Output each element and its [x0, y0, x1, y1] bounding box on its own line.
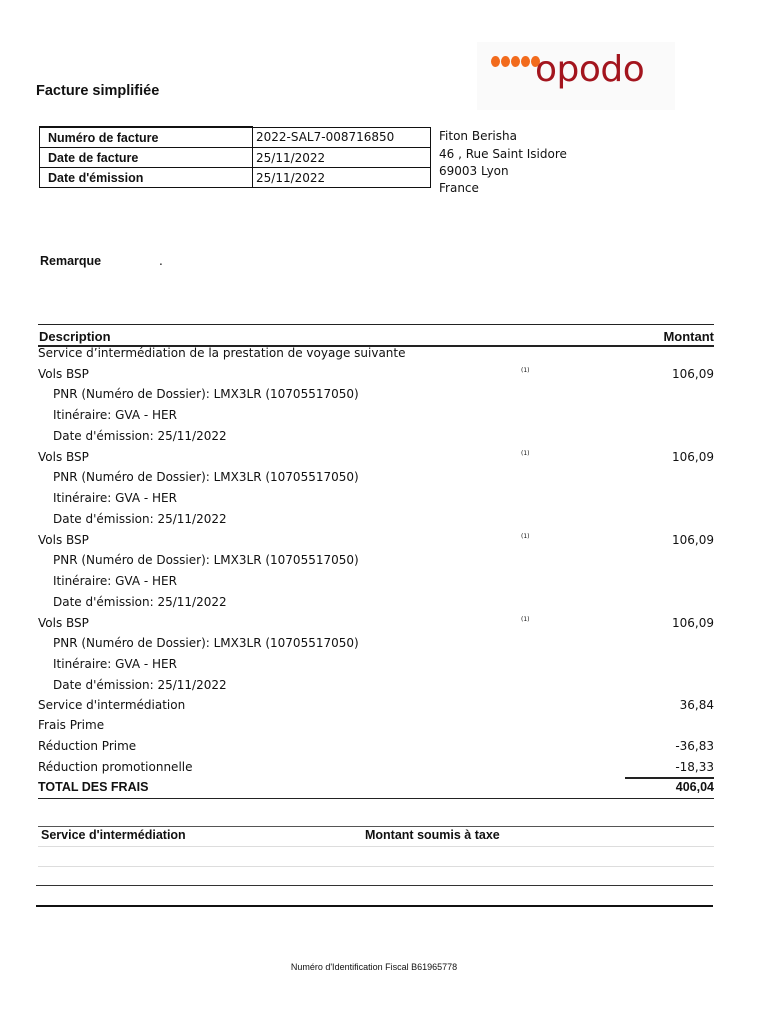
- subtotal-rule: [625, 777, 714, 779]
- flight-issue-date: Date d'émission: 25/11/2022: [53, 512, 227, 526]
- flight-pnr: PNR (Numéro de Dossier): LMX3LR (10705517050): [53, 553, 359, 567]
- tax-row-divider: [38, 866, 714, 867]
- info-row-issue-date: [40, 168, 431, 188]
- fee-amount: -36,83: [675, 739, 714, 753]
- flight-pnr: PNR (Numéro de Dossier): LMX3LR (10705517050): [53, 636, 359, 650]
- flight-label: Vols BSP: [38, 450, 89, 464]
- tax-table-divider: [36, 885, 713, 886]
- total-value: 406,04: [675, 780, 714, 794]
- flight-pnr: PNR (Numéro de Dossier): LMX3LR (10705517050): [53, 387, 359, 401]
- flight-amount: 106,09: [672, 367, 714, 381]
- opodo-logo: [477, 42, 675, 110]
- fee-amount: 36,84: [679, 698, 714, 712]
- info-row-invoice-date: [40, 148, 431, 168]
- address-street: 46 , Rue Saint Isidore: [439, 147, 567, 161]
- info-label: Date d'émission: [40, 168, 253, 188]
- address-city: 69003 Lyon: [439, 164, 509, 178]
- info-value: 25/11/2022: [253, 168, 431, 188]
- footnote-marker: (1): [521, 450, 530, 457]
- remark-value: .: [159, 254, 163, 268]
- tax-row-divider: [38, 846, 714, 847]
- tax-taxable-amount-header: Montant soumis à taxe: [365, 828, 500, 842]
- flight-amount: 106,09: [672, 450, 714, 464]
- info-row-invoice-number: [40, 127, 431, 148]
- logo-wordmark: opodo: [535, 49, 645, 90]
- info-label: Numéro de facture: [40, 127, 253, 148]
- table-top-divider: [38, 324, 714, 325]
- amount-header: Montant: [663, 329, 714, 344]
- logo-dots-icon: [491, 56, 540, 67]
- page-title: Facture simplifiée: [36, 83, 160, 99]
- flight-pnr: PNR (Numéro de Dossier): LMX3LR (10705517050): [53, 470, 359, 484]
- tax-service-header: Service d'intermédiation: [41, 828, 186, 842]
- flight-itinerary: Itinéraire: GVA - HER: [53, 574, 177, 588]
- flight-label: Vols BSP: [38, 367, 89, 381]
- tax-table-top-divider: [38, 826, 714, 827]
- address-country: France: [439, 181, 479, 195]
- info-value: 2022-SAL7-008716850: [253, 127, 431, 148]
- description-header: Description: [39, 329, 111, 344]
- flight-amount: 106,09: [672, 533, 714, 547]
- footnote-marker: (1): [521, 533, 530, 540]
- fee-label: Réduction promotionnelle: [38, 760, 193, 774]
- flight-label: Vols BSP: [38, 533, 89, 547]
- fee-label: Service d'intermédiation: [38, 698, 186, 712]
- flight-itinerary: Itinéraire: GVA - HER: [53, 491, 177, 505]
- footnote-marker: (1): [521, 367, 530, 374]
- flight-issue-date: Date d'émission: 25/11/2022: [53, 595, 227, 609]
- fee-label: Réduction Prime: [38, 739, 137, 753]
- invoice-info-table: [39, 126, 431, 188]
- total-label: TOTAL DES FRAIS: [38, 780, 149, 794]
- flight-itinerary: Itinéraire: GVA - HER: [53, 657, 177, 671]
- flight-issue-date: Date d'émission: 25/11/2022: [53, 429, 227, 443]
- intro-line: Service d’intermédiation de la prestation de voyage suivante: [38, 346, 406, 360]
- fee-amount: -18,33: [675, 760, 714, 774]
- address-name: Fiton Berisha: [439, 129, 517, 143]
- customer-address: [439, 127, 567, 197]
- fiscal-id-footer: Numéro d'Identification Fiscal B61965778: [290, 962, 458, 972]
- footnote-marker: (1): [521, 616, 530, 623]
- remark-label: Remarque: [40, 254, 102, 268]
- tax-table-bottom-divider: [36, 905, 713, 907]
- flight-amount: 106,09: [672, 616, 714, 630]
- table-bottom-divider: [38, 798, 714, 799]
- flight-itinerary: Itinéraire: GVA - HER: [53, 408, 177, 422]
- info-label: Date de facture: [40, 148, 253, 168]
- info-value: 25/11/2022: [253, 148, 431, 168]
- flight-label: Vols BSP: [38, 616, 89, 630]
- fee-label: Frais Prime: [38, 718, 105, 732]
- flight-issue-date: Date d'émission: 25/11/2022: [53, 678, 227, 692]
